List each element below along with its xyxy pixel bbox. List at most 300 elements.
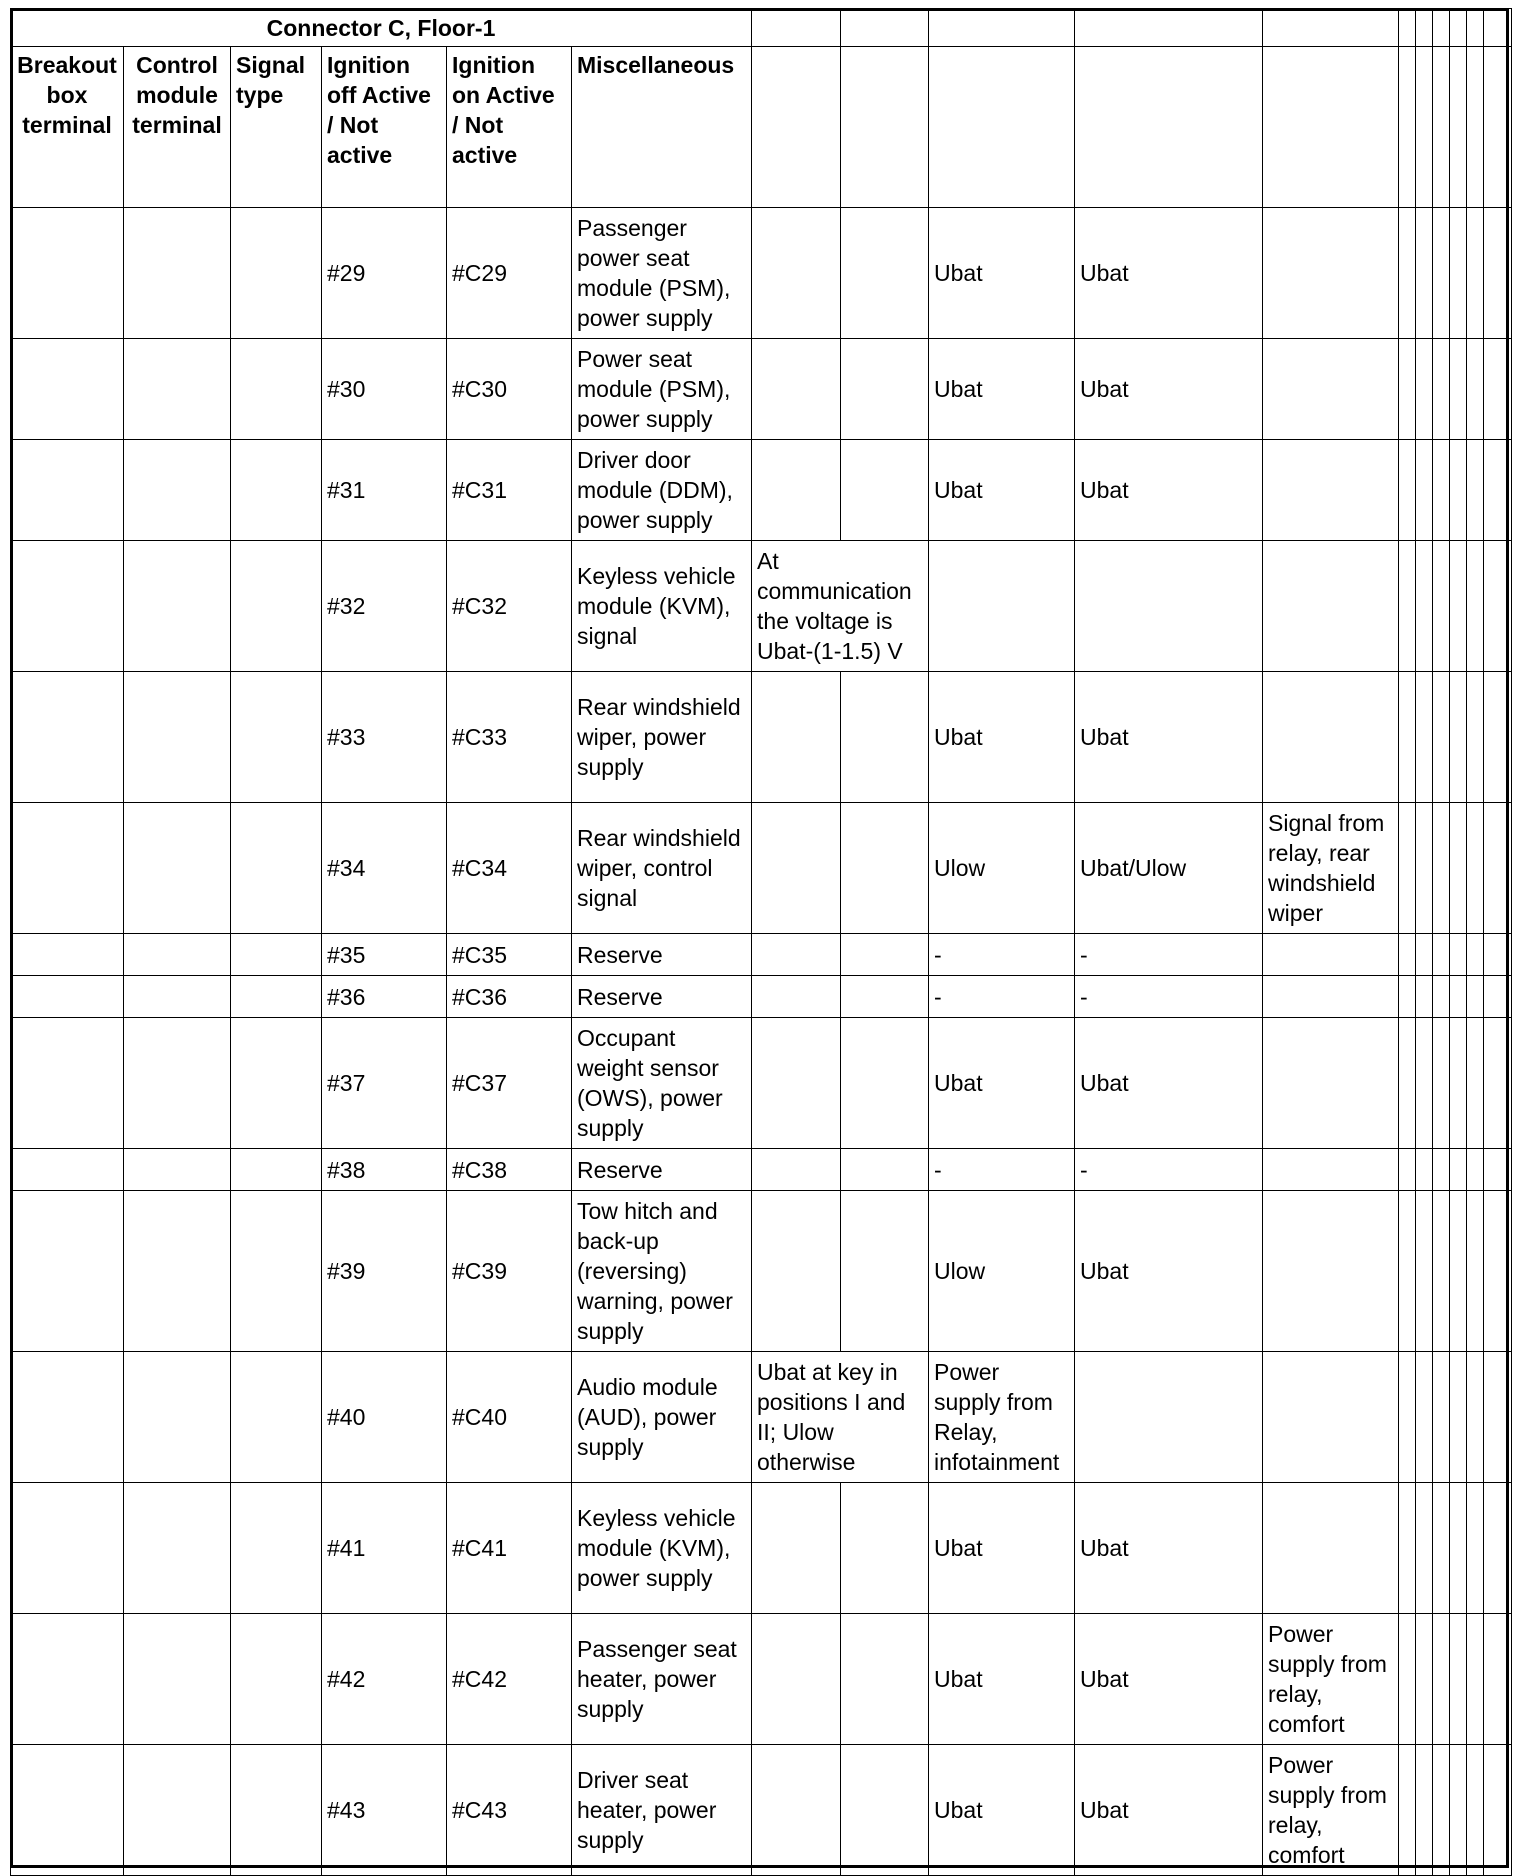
- empty-cell: [1484, 803, 1512, 934]
- empty-cell: [1416, 47, 1433, 208]
- empty-cell: [1467, 208, 1484, 339]
- empty-cell: [841, 1614, 929, 1745]
- empty-cell: [1263, 1018, 1399, 1149]
- empty-cell: [11, 672, 124, 803]
- ignition-off-cell: #40: [322, 1352, 447, 1483]
- value-cell: -: [1075, 934, 1263, 976]
- empty-cell: [1484, 339, 1512, 440]
- empty-cell: [1450, 208, 1467, 339]
- empty-cell: [1484, 976, 1512, 1018]
- empty-cell: [124, 1018, 231, 1149]
- value-cell: Ubat: [1075, 1018, 1263, 1149]
- empty-cell: [841, 934, 929, 976]
- connector-table: [10, 8, 1512, 1876]
- ignition-on-cell: #C37: [447, 1018, 572, 1149]
- empty-cell: [1263, 1352, 1399, 1483]
- empty-cell: [11, 1483, 124, 1614]
- empty-cell: [1467, 672, 1484, 803]
- ignition-on-cell: #C30: [447, 339, 572, 440]
- empty-cell: [1416, 440, 1433, 541]
- empty-cell: [1433, 934, 1450, 976]
- empty-cell: [1399, 1018, 1416, 1149]
- empty-cell: [752, 672, 841, 803]
- value-cell: Ubat: [1075, 440, 1263, 541]
- empty-cell: [124, 976, 231, 1018]
- ignition-on-cell: #C31: [447, 440, 572, 541]
- miscellaneous-cell: Audio module (AUD), power supply: [572, 1352, 752, 1483]
- empty-cell: [1484, 541, 1512, 672]
- empty-cell: [752, 339, 841, 440]
- empty-cell: [1263, 1149, 1399, 1191]
- value-cell: -: [929, 976, 1075, 1018]
- empty-cell: [841, 1149, 929, 1191]
- empty-cell: [1467, 1191, 1484, 1352]
- empty-cell: [11, 339, 124, 440]
- empty-cell: [1450, 1483, 1467, 1614]
- ignition-off-cell: #33: [322, 672, 447, 803]
- empty-cell: [1416, 9, 1433, 47]
- table-title: Connector C, Floor-1: [11, 9, 752, 47]
- value-cell: Ulow: [929, 1191, 1075, 1352]
- value-cell: -: [929, 1149, 1075, 1191]
- empty-cell: [1416, 1149, 1433, 1191]
- value-cell: Ubat: [1075, 1614, 1263, 1745]
- empty-cell: [1484, 1352, 1512, 1483]
- empty-cell: [1467, 1018, 1484, 1149]
- empty-cell: [1399, 1745, 1416, 1876]
- empty-cell: [1416, 976, 1433, 1018]
- empty-cell: [1467, 440, 1484, 541]
- value-cell: Ubat: [929, 440, 1075, 541]
- empty-cell: [1450, 1352, 1467, 1483]
- ignition-off-cell: #34: [322, 803, 447, 934]
- ignition-on-cell: #C38: [447, 1149, 572, 1191]
- empty-cell: [1433, 1352, 1450, 1483]
- empty-cell: [841, 803, 929, 934]
- empty-cell: [1399, 1191, 1416, 1352]
- empty-cell: [1075, 541, 1263, 672]
- empty-cell: [11, 1614, 124, 1745]
- empty-cell: [1450, 440, 1467, 541]
- empty-cell: [1263, 1191, 1399, 1352]
- empty-cell: [1263, 976, 1399, 1018]
- header-ignition-on: Ignition on Active / Not active: [447, 47, 572, 208]
- empty-cell: [1399, 672, 1416, 803]
- empty-cell: [1263, 208, 1399, 339]
- empty-cell: [231, 440, 322, 541]
- empty-cell: [1467, 1352, 1484, 1483]
- table-row: [11, 339, 1512, 440]
- empty-cell: [752, 1483, 841, 1614]
- table-row: [11, 1483, 1512, 1614]
- value-cell: Ubat: [929, 339, 1075, 440]
- miscellaneous-cell: Keyless vehicle module (KVM), power supply: [572, 1483, 752, 1614]
- empty-cell: [124, 541, 231, 672]
- empty-cell: [124, 803, 231, 934]
- empty-cell: [11, 1149, 124, 1191]
- empty-cell: [1263, 440, 1399, 541]
- empty-cell: [929, 47, 1075, 208]
- empty-cell: [124, 1614, 231, 1745]
- empty-cell: [124, 1149, 231, 1191]
- empty-cell: [1467, 9, 1484, 47]
- empty-cell: [11, 1745, 124, 1876]
- empty-cell: [1450, 1149, 1467, 1191]
- empty-cell: [124, 440, 231, 541]
- header-signal-type: Signal type: [231, 47, 322, 208]
- empty-cell: [1416, 1352, 1433, 1483]
- value-cell: Ubat: [929, 672, 1075, 803]
- empty-cell: [231, 339, 322, 440]
- empty-cell: [231, 541, 322, 672]
- empty-cell: [1484, 440, 1512, 541]
- empty-cell: [1399, 976, 1416, 1018]
- value-cell: Ubat: [929, 1483, 1075, 1614]
- ignition-on-cell: #C36: [447, 976, 572, 1018]
- comment-cell: Power supply from relay, comfort: [1263, 1745, 1399, 1876]
- empty-cell: [231, 1191, 322, 1352]
- ignition-off-cell: #43: [322, 1745, 447, 1876]
- empty-cell: [1399, 541, 1416, 672]
- empty-cell: [231, 1483, 322, 1614]
- empty-cell: [1263, 934, 1399, 976]
- value-cell: Ubat: [1075, 1483, 1263, 1614]
- empty-cell: [1484, 9, 1512, 47]
- empty-cell: [929, 541, 1075, 672]
- value-cell: -: [1075, 976, 1263, 1018]
- empty-cell: [1467, 1149, 1484, 1191]
- empty-cell: [11, 1191, 124, 1352]
- table-row: [11, 1614, 1512, 1745]
- empty-cell: [1416, 672, 1433, 803]
- empty-cell: [752, 47, 841, 208]
- empty-cell: [1433, 1745, 1450, 1876]
- empty-cell: [752, 208, 841, 339]
- empty-cell: [231, 208, 322, 339]
- empty-cell: [1467, 1614, 1484, 1745]
- empty-cell: [1484, 47, 1512, 208]
- empty-cell: [1263, 339, 1399, 440]
- value-cell: Ubat: [929, 1018, 1075, 1149]
- ignition-on-cell: #C35: [447, 934, 572, 976]
- empty-cell: [752, 934, 841, 976]
- ignition-on-cell: #C39: [447, 1191, 572, 1352]
- empty-cell: [1399, 934, 1416, 976]
- empty-cell: [1263, 672, 1399, 803]
- empty-cell: [752, 1745, 841, 1876]
- empty-cell: [1433, 976, 1450, 1018]
- ignition-on-cell: #C40: [447, 1352, 572, 1483]
- empty-cell: [1450, 47, 1467, 208]
- ignition-on-cell: #C33: [447, 672, 572, 803]
- value-cell: Ubat: [1075, 208, 1263, 339]
- value-cell: -: [929, 934, 1075, 976]
- empty-cell: [1416, 339, 1433, 440]
- ignition-off-cell: #32: [322, 541, 447, 672]
- ignition-on-cell: #C43: [447, 1745, 572, 1876]
- table-row: [11, 1352, 1512, 1483]
- table-row: [11, 1018, 1512, 1149]
- empty-cell: [1433, 1149, 1450, 1191]
- empty-cell: [841, 440, 929, 541]
- empty-cell: [1399, 1352, 1416, 1483]
- empty-cell: [1399, 1149, 1416, 1191]
- ignition-off-cell: #38: [322, 1149, 447, 1191]
- ignition-off-cell: #31: [322, 440, 447, 541]
- miscellaneous-cell: Keyless vehicle module (KVM), signal: [572, 541, 752, 672]
- table-row: [11, 976, 1512, 1018]
- empty-cell: [841, 1483, 929, 1614]
- empty-cell: [231, 976, 322, 1018]
- empty-cell: [841, 1018, 929, 1149]
- empty-cell: [1433, 208, 1450, 339]
- empty-cell: [124, 1483, 231, 1614]
- empty-cell: [841, 208, 929, 339]
- empty-cell: [1484, 1614, 1512, 1745]
- empty-cell: [1450, 1745, 1467, 1876]
- empty-cell: [752, 803, 841, 934]
- empty-cell: [1467, 976, 1484, 1018]
- empty-cell: [1416, 541, 1433, 672]
- empty-cell: [11, 1352, 124, 1483]
- empty-cell: [1075, 47, 1263, 208]
- empty-cell: [1450, 672, 1467, 803]
- empty-cell: [1416, 803, 1433, 934]
- empty-cell: [1433, 803, 1450, 934]
- miscellaneous-cell: Driver seat heater, power supply: [572, 1745, 752, 1876]
- empty-cell: [1467, 1745, 1484, 1876]
- note-cell: Ubat at key in positions I and II; Ulow otherwise: [752, 1352, 929, 1483]
- empty-cell: [1416, 1614, 1433, 1745]
- ignition-off-cell: #36: [322, 976, 447, 1018]
- empty-cell: [1399, 1614, 1416, 1745]
- empty-cell: [1467, 1483, 1484, 1614]
- empty-cell: [841, 9, 929, 47]
- empty-cell: [1399, 208, 1416, 339]
- empty-cell: [1433, 1018, 1450, 1149]
- empty-cell: [1467, 803, 1484, 934]
- empty-cell: [1450, 976, 1467, 1018]
- empty-cell: [11, 1018, 124, 1149]
- empty-cell: [1433, 9, 1450, 47]
- empty-cell: [11, 934, 124, 976]
- empty-cell: [1433, 1614, 1450, 1745]
- miscellaneous-cell: Rear windshield wiper, power supply: [572, 672, 752, 803]
- note-cell: At communication the voltage is Ubat-(1-1.5) V: [752, 541, 929, 672]
- empty-cell: [1450, 1018, 1467, 1149]
- empty-cell: [11, 541, 124, 672]
- empty-cell: [752, 1018, 841, 1149]
- ignition-off-cell: #42: [322, 1614, 447, 1745]
- empty-cell: [752, 1149, 841, 1191]
- empty-cell: [1433, 47, 1450, 208]
- empty-cell: [231, 1614, 322, 1745]
- ignition-on-cell: #C32: [447, 541, 572, 672]
- empty-cell: [1433, 672, 1450, 803]
- ignition-on-cell: #C34: [447, 803, 572, 934]
- empty-cell: [1416, 934, 1433, 976]
- empty-cell: [1484, 1483, 1512, 1614]
- connector-table-sheet: [10, 8, 1511, 1870]
- empty-cell: [11, 440, 124, 541]
- empty-cell: [1433, 1483, 1450, 1614]
- empty-cell: [1433, 1191, 1450, 1352]
- empty-cell: [1416, 208, 1433, 339]
- empty-cell: [841, 1191, 929, 1352]
- value-cell: Ubat/Ulow: [1075, 803, 1263, 934]
- empty-cell: [1484, 934, 1512, 976]
- empty-cell: [1450, 9, 1467, 47]
- empty-cell: [1450, 541, 1467, 672]
- empty-cell: [1399, 803, 1416, 934]
- miscellaneous-cell: Reserve: [572, 1149, 752, 1191]
- empty-cell: [1075, 1352, 1263, 1483]
- empty-cell: [841, 47, 929, 208]
- empty-cell: [124, 1745, 231, 1876]
- empty-cell: [124, 1191, 231, 1352]
- value-cell: Ubat: [1075, 1745, 1263, 1876]
- header-row: [11, 47, 1512, 208]
- empty-cell: [1416, 1745, 1433, 1876]
- miscellaneous-cell: Passenger seat heater, power supply: [572, 1614, 752, 1745]
- ignition-off-cell: #39: [322, 1191, 447, 1352]
- empty-cell: [231, 672, 322, 803]
- empty-cell: [231, 1149, 322, 1191]
- value-cell: Ubat: [1075, 339, 1263, 440]
- empty-cell: [1433, 541, 1450, 672]
- empty-cell: [11, 803, 124, 934]
- empty-cell: [1484, 1745, 1512, 1876]
- table-row: [11, 934, 1512, 976]
- empty-cell: [1467, 934, 1484, 976]
- empty-cell: [1263, 1483, 1399, 1614]
- ignition-off-cell: #37: [322, 1018, 447, 1149]
- empty-cell: [752, 1191, 841, 1352]
- empty-cell: [1450, 1191, 1467, 1352]
- empty-cell: [752, 976, 841, 1018]
- empty-cell: [1416, 1191, 1433, 1352]
- empty-cell: [231, 934, 322, 976]
- empty-cell: [1467, 339, 1484, 440]
- empty-cell: [124, 339, 231, 440]
- empty-cell: [231, 1352, 322, 1483]
- empty-cell: [1484, 1149, 1512, 1191]
- empty-cell: [1416, 1483, 1433, 1614]
- header-ignition-off: Ignition off Active / Not active: [322, 47, 447, 208]
- empty-cell: [1399, 1483, 1416, 1614]
- ignition-off-cell: #35: [322, 934, 447, 976]
- table-row: [11, 541, 1512, 672]
- header-control-module-terminal: Control module terminal: [124, 47, 231, 208]
- ignition-off-cell: #29: [322, 208, 447, 339]
- ignition-on-cell: #C29: [447, 208, 572, 339]
- empty-cell: [841, 339, 929, 440]
- value-cell: Ubat: [929, 1745, 1075, 1876]
- empty-cell: [752, 440, 841, 541]
- table-row: [11, 803, 1512, 934]
- header-miscellaneous: Miscellaneous: [572, 47, 752, 208]
- empty-cell: [231, 803, 322, 934]
- header-breakout-box-terminal: Breakout box terminal: [11, 47, 124, 208]
- miscellaneous-cell: Occupant weight sensor (OWS), power supply: [572, 1018, 752, 1149]
- empty-cell: [752, 9, 841, 47]
- empty-cell: [1450, 934, 1467, 976]
- empty-cell: [1484, 208, 1512, 339]
- value-cell: -: [1075, 1149, 1263, 1191]
- empty-cell: [1467, 541, 1484, 672]
- empty-cell: [1467, 47, 1484, 208]
- empty-cell: [1399, 47, 1416, 208]
- empty-cell: [11, 208, 124, 339]
- empty-cell: [1433, 339, 1450, 440]
- empty-cell: [1399, 9, 1416, 47]
- miscellaneous-cell: Reserve: [572, 976, 752, 1018]
- empty-cell: [1484, 1191, 1512, 1352]
- table-row: [11, 1745, 1512, 1876]
- miscellaneous-cell: Power seat module (PSM), power supply: [572, 339, 752, 440]
- empty-cell: [1075, 9, 1263, 47]
- empty-cell: [1484, 672, 1512, 803]
- empty-cell: [841, 672, 929, 803]
- empty-cell: [1263, 9, 1399, 47]
- empty-cell: [841, 976, 929, 1018]
- value-cell: Ubat: [1075, 672, 1263, 803]
- empty-cell: [11, 976, 124, 1018]
- empty-cell: [231, 1745, 322, 1876]
- empty-cell: [231, 1018, 322, 1149]
- comment-cell: Power supply from relay, comfort: [1263, 1614, 1399, 1745]
- miscellaneous-cell: Driver door module (DDM), power supply: [572, 440, 752, 541]
- ignition-off-cell: #41: [322, 1483, 447, 1614]
- empty-cell: [124, 672, 231, 803]
- miscellaneous-cell: Tow hitch and back-up (reversing) warning, power supply: [572, 1191, 752, 1352]
- miscellaneous-cell: Reserve: [572, 934, 752, 976]
- value-cell: Ubat: [929, 208, 1075, 339]
- comment-cell: Signal from relay, rear windshield wiper: [1263, 803, 1399, 934]
- empty-cell: [124, 208, 231, 339]
- table-row: [11, 672, 1512, 803]
- empty-cell: [1399, 440, 1416, 541]
- ignition-on-cell: #C41: [447, 1483, 572, 1614]
- empty-cell: [1433, 440, 1450, 541]
- empty-cell: [1450, 1614, 1467, 1745]
- empty-cell: [1450, 339, 1467, 440]
- empty-cell: [1450, 803, 1467, 934]
- empty-cell: [1484, 1018, 1512, 1149]
- empty-cell: [1399, 339, 1416, 440]
- miscellaneous-cell: Rear windshield wiper, control signal: [572, 803, 752, 934]
- empty-cell: [752, 1614, 841, 1745]
- value-cell: Ulow: [929, 803, 1075, 934]
- empty-cell: [1416, 1018, 1433, 1149]
- empty-cell: [124, 1352, 231, 1483]
- empty-cell: [841, 1745, 929, 1876]
- ignition-on-cell: #C42: [447, 1614, 572, 1745]
- ignition-off-cell: #30: [322, 339, 447, 440]
- table-row: [11, 208, 1512, 339]
- title-row: [11, 9, 1512, 47]
- empty-cell: [1263, 541, 1399, 672]
- table-row: [11, 440, 1512, 541]
- empty-cell: [124, 934, 231, 976]
- value-cell: Ubat: [1075, 1191, 1263, 1352]
- empty-cell: [929, 9, 1075, 47]
- value-cell: Ubat: [929, 1614, 1075, 1745]
- table-row: [11, 1149, 1512, 1191]
- note-cell: Power supply from Relay, infotainment: [929, 1352, 1075, 1483]
- miscellaneous-cell: Passenger power seat module (PSM), power supply: [572, 208, 752, 339]
- empty-cell: [1263, 47, 1399, 208]
